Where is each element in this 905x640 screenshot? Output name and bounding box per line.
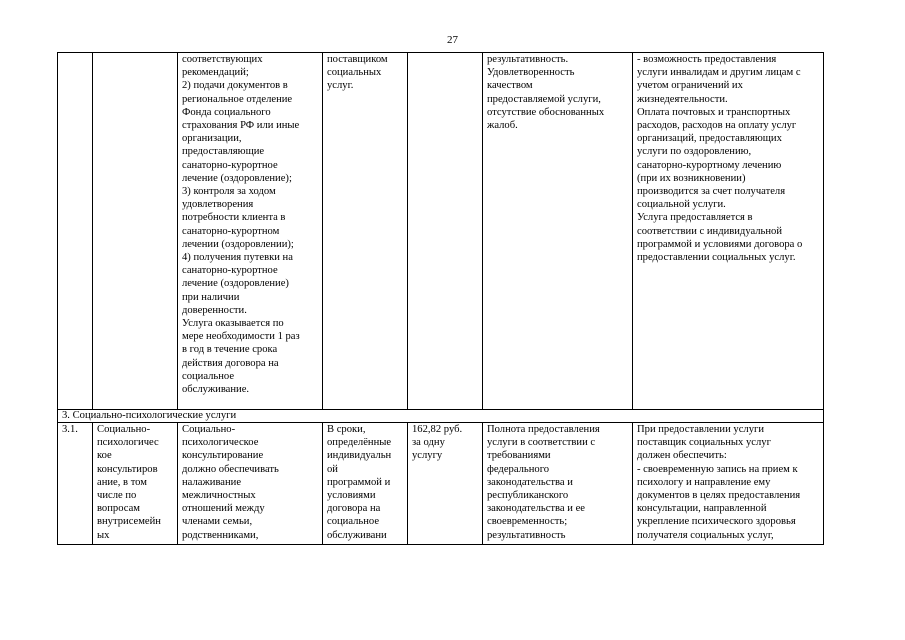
table-row-continuation [58,53,824,410]
table-row-3-1 [58,423,824,545]
cell-conditions: При предоставлении услуги поставщик социальных услуг должен обеспечить: - своевременную запись на прием к психологу и направление ему документов в целях предоставления консультации, направленной укрепление психического здоровья получателя социальных услуг, [633,423,824,545]
cell-description: соответствующих рекомендаций; 2) подачи документов в региональное отделение Фонда социального страхования РФ или иные организации, предоставляющие санаторно-курортное лечение (оздоровление); 3) контроля за ходом удовлетворения потребности клиента в санаторно-курортном лечении (оздоровлении); 4) получения путевки на санаторно-курортное лечение (оздоровление) при наличии доверенности. Услуга оказывается по мере необходимости 1 раз в год в течение срока действия договора на социальное обслуживание. [178,53,323,410]
cell-indicators: результативность. Удовлетворенность качеством предоставляемой услуги, отсутствие обоснованных жалоб. [483,53,633,410]
cell-service-name: Социально- психологичес кое консультиров ание, в том числе по вопросам внутрисемейн ых [93,423,178,545]
cell-number [58,53,93,410]
cell-service-name [93,53,178,410]
section-header-row [58,410,824,423]
cell-indicators: Полнота предоставления услуги в соответствии с требованиями федерального законодательства и республиканского законодательства и ее своевременность; результативность [483,423,633,545]
cell-terms: В сроки, определённые индивидуальн ой программой и условиями договора на социальное обслуживани [323,423,408,545]
cell-number: 3.1. [58,423,93,545]
services-table [57,52,824,545]
cell-price: 162,82 руб. за одну услугу [408,423,483,545]
section-header: 3. Социально-психологические услуги [58,410,824,423]
cell-description: Социально- психологическое консультирование должно обеспечивать налаживание межличностных отношений между членами семьи, родственниками, [178,423,323,545]
page-number: 27 [447,34,458,46]
cell-conditions: - возможность предоставления услуги инвалидам и другим лицам с учетом ограничений их жизнедеятельности. Оплата почтовых и транспортных расходов, расходов на оплату услуг организаций, предоставляющих услуги по оздоровлению, санаторно-курортному лечению (при их возникновении) производится за счет получателя социальной услуги. Услуга предоставляется в соответствии с индивидуальной программой и условиями договора о предоставлении социальных услуг. [633,53,824,410]
cell-terms: поставщиком социальных услуг. [323,53,408,410]
cell-price [408,53,483,410]
